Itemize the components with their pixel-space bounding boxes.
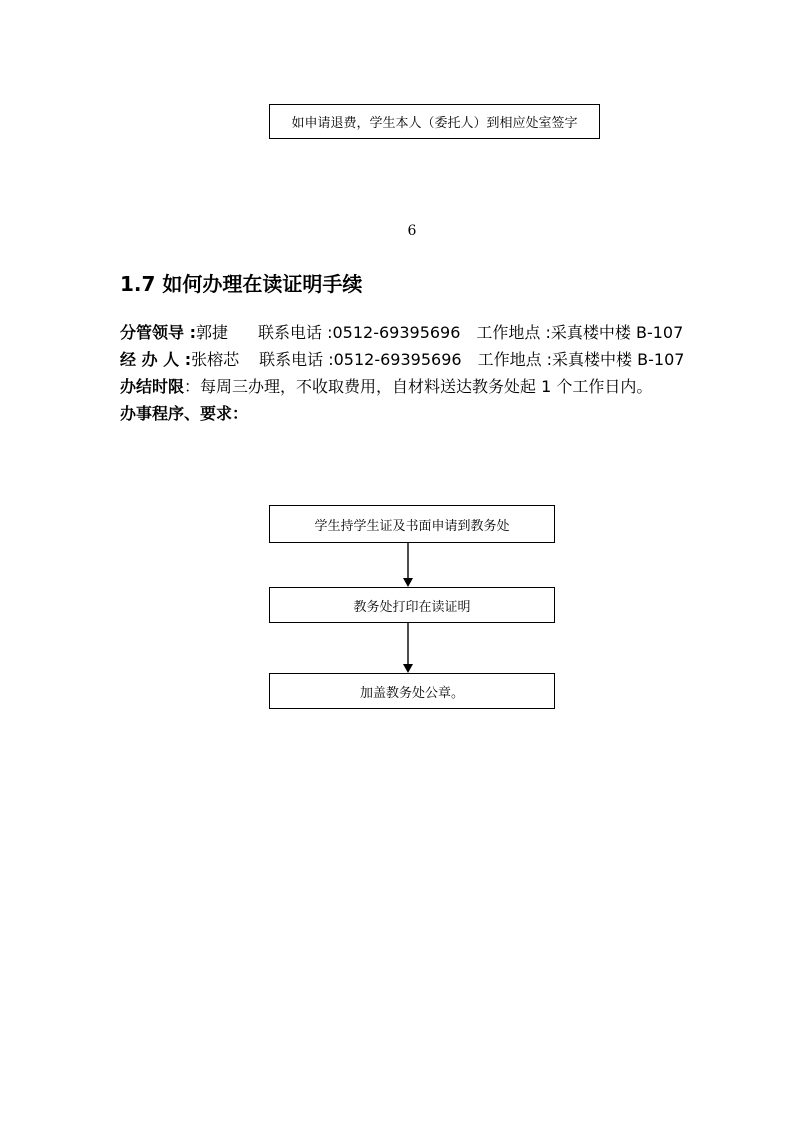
flow-step-text: 学生持学生证及书面申请到教务处 xyxy=(314,518,510,534)
phone-label: 联系电话 : xyxy=(259,350,334,369)
note-text: 如申请退费，学生本人（委托人）到相应处室签字 xyxy=(291,116,578,131)
flow-step-3 xyxy=(269,673,555,709)
deadline-line xyxy=(120,376,652,398)
supervisor-name: 郭捷 xyxy=(195,323,228,342)
procedure-label: 办事程序、要求： xyxy=(120,404,249,423)
phone-number: 0512-69395696 xyxy=(332,323,461,342)
down-arrow-icon xyxy=(401,623,415,673)
location-label: 工作地点 : xyxy=(476,323,551,342)
page-number: 6 xyxy=(407,223,417,239)
deadline-label: 办结时限 xyxy=(120,377,185,396)
supervisor-label: 分管领导 : xyxy=(120,323,196,342)
handler-line xyxy=(120,349,684,371)
procedure-line xyxy=(120,403,248,425)
handler-label: 经 办 人 : xyxy=(120,350,192,369)
deadline-text: ：每周三办理，不收取费用，自材料送达教务处起 1 个工作日内。 xyxy=(184,377,653,396)
location-value: 采真楼中楼 B-107 xyxy=(550,323,684,342)
phone-label: 联系电话 : xyxy=(258,323,333,342)
down-arrow-icon xyxy=(401,543,415,587)
phone-number: 0512-69395696 xyxy=(333,350,462,369)
handler-name: 张榕芯 xyxy=(191,350,240,369)
flow-step-text: 加盖教务处公章。 xyxy=(359,685,464,701)
flow-step-text: 教务处打印在读证明 xyxy=(353,599,471,615)
note-box xyxy=(269,104,600,139)
supervisor-line xyxy=(120,322,683,344)
location-label: 工作地点 : xyxy=(477,350,553,369)
section-heading: 1.7 如何办理在读证明手续 xyxy=(120,272,363,296)
location-value: 采真楼中楼 B-107 xyxy=(552,350,685,369)
flow-step-2 xyxy=(269,587,555,623)
flow-step-1 xyxy=(269,505,555,543)
